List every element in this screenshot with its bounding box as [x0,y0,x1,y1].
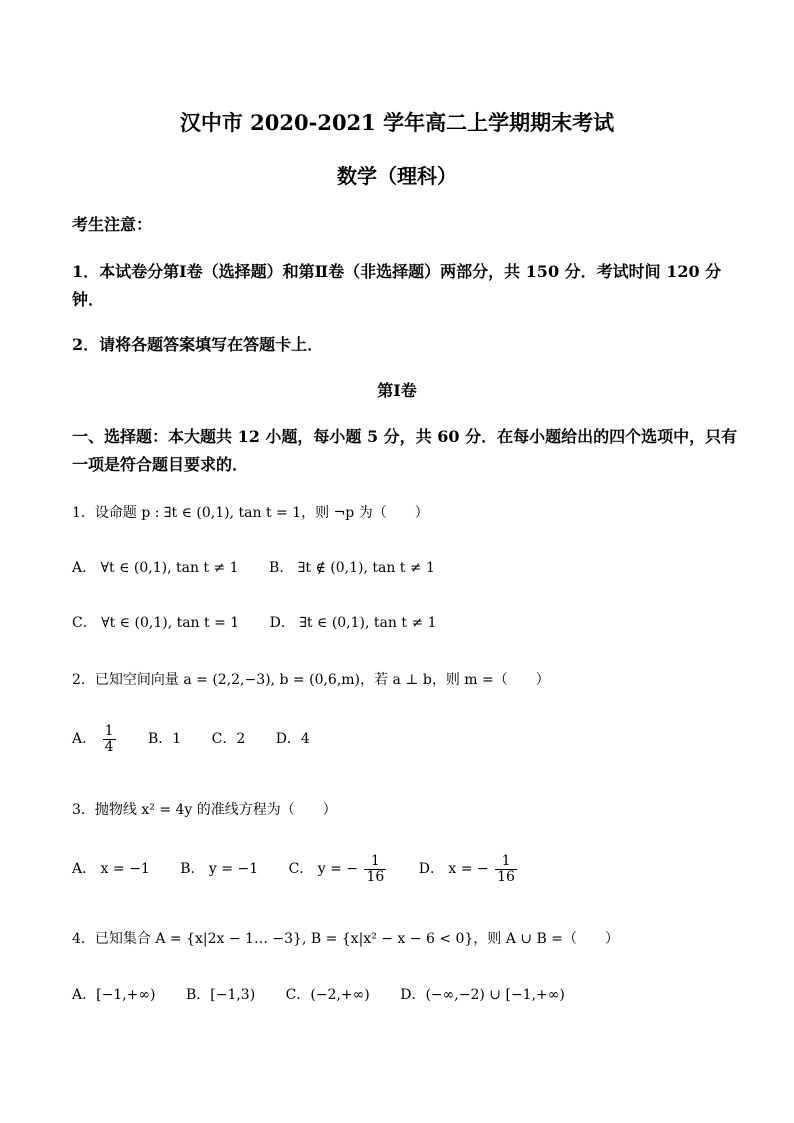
question-2-option-a-numerator: 1 [104,723,114,739]
question-1-stem: 1．设命题 p : ∃t ∈ (0,1), tan t = 1，则 ¬p 为（ ） [72,505,429,521]
notice-item-2: 2．请将各题答案填写在答题卡上． [72,335,324,354]
question-3-option-a: A． x = −1 [72,861,150,878]
notice-item-1-line-2: 钟． [72,290,105,309]
question-1-option-c: C． ∀t ∈ (0,1), tan t = 1 [72,615,240,631]
question-3-stem: 3．抛物线 x² = 4y 的准线方程为（ ） [72,802,337,818]
question-2-option-a [72,723,122,755]
question-2-option-a-label: A． [72,731,97,748]
question-1-option-d: D． ∃t ∈ (0,1), tan t ≠ 1 [269,615,437,631]
question-3-option-c-numerator: 1 [364,854,386,870]
question-1-options-row-1 [72,557,435,577]
section-heading-line-2: 一项是符合题目要求的． [72,455,249,474]
question-3-option-c [288,853,393,885]
question-4-option-b: B．[−1,3) [185,987,256,1003]
question-3-option-d-denominator: 16 [497,868,515,885]
question-4-stem: 4．已知集合 A = {x|2x − 1… −3}, B = {x|x² − x − 6 < 0}，则 A ∪ B =（ ） [72,931,619,947]
question-3-option-b: B． y = −1 [180,861,259,878]
question-2-option-c: C．2 [211,731,246,748]
question-3-option-c-denominator: 16 [366,868,385,885]
question-3-option-c-fraction [364,854,386,884]
question-2-option-a-fraction [103,724,116,754]
question-2-option-a-denominator: 4 [104,738,114,755]
question-4-option-d: D．(−∞,−2) ∪ [−1,+∞) [400,987,565,1003]
question-1-option-b: B． ∃t ∉ (0,1), tan t ≠ 1 [269,560,435,576]
question-4-options [72,984,565,1004]
exam-subtitle: 数学（理科） [337,164,457,188]
volume-heading: 第Ⅰ卷 [377,381,417,400]
question-3-option-d-label: D． x = − [418,861,489,878]
notice-item-1-line-1: 1．本试卷分第Ⅰ卷（选择题）和第Ⅱ卷（非选择题）两部分，共 150 分．考试时间 120 分 [72,262,722,281]
notice-heading: 考生注意： [72,215,153,234]
section-heading-line-1: 一、选择题：本大题共 12 小题，每小题 5 分，共 60 分．在每小题给出的四个选项中，只有 [72,427,738,446]
question-3-option-c-label: C． y = − [288,861,358,878]
question-3-options [72,854,519,884]
exam-title: 汉中市 2020-2021 学年高二上学期期末考试 [179,110,615,135]
question-4-option-a: A．[−1,+∞) [72,987,156,1003]
question-3-option-d [418,853,519,885]
question-4-option-c: C．(−2,+∞) [285,987,370,1003]
question-2-option-d: D．4 [275,731,310,748]
question-2-options [72,724,310,754]
question-3-option-d-numerator: 1 [495,854,517,870]
question-2-option-b: B．1 [147,731,182,748]
question-3-option-d-fraction [495,854,517,884]
question-2-stem: 2．已知空间向量 a = (2,2,−3), b = (0,6,m)，若 a ⊥ b，则 m =（ ） [72,672,550,688]
question-1-option-a: A． ∀t ∈ (0,1), tan t ≠ 1 [72,560,239,576]
question-1-options-row-2 [72,612,437,632]
